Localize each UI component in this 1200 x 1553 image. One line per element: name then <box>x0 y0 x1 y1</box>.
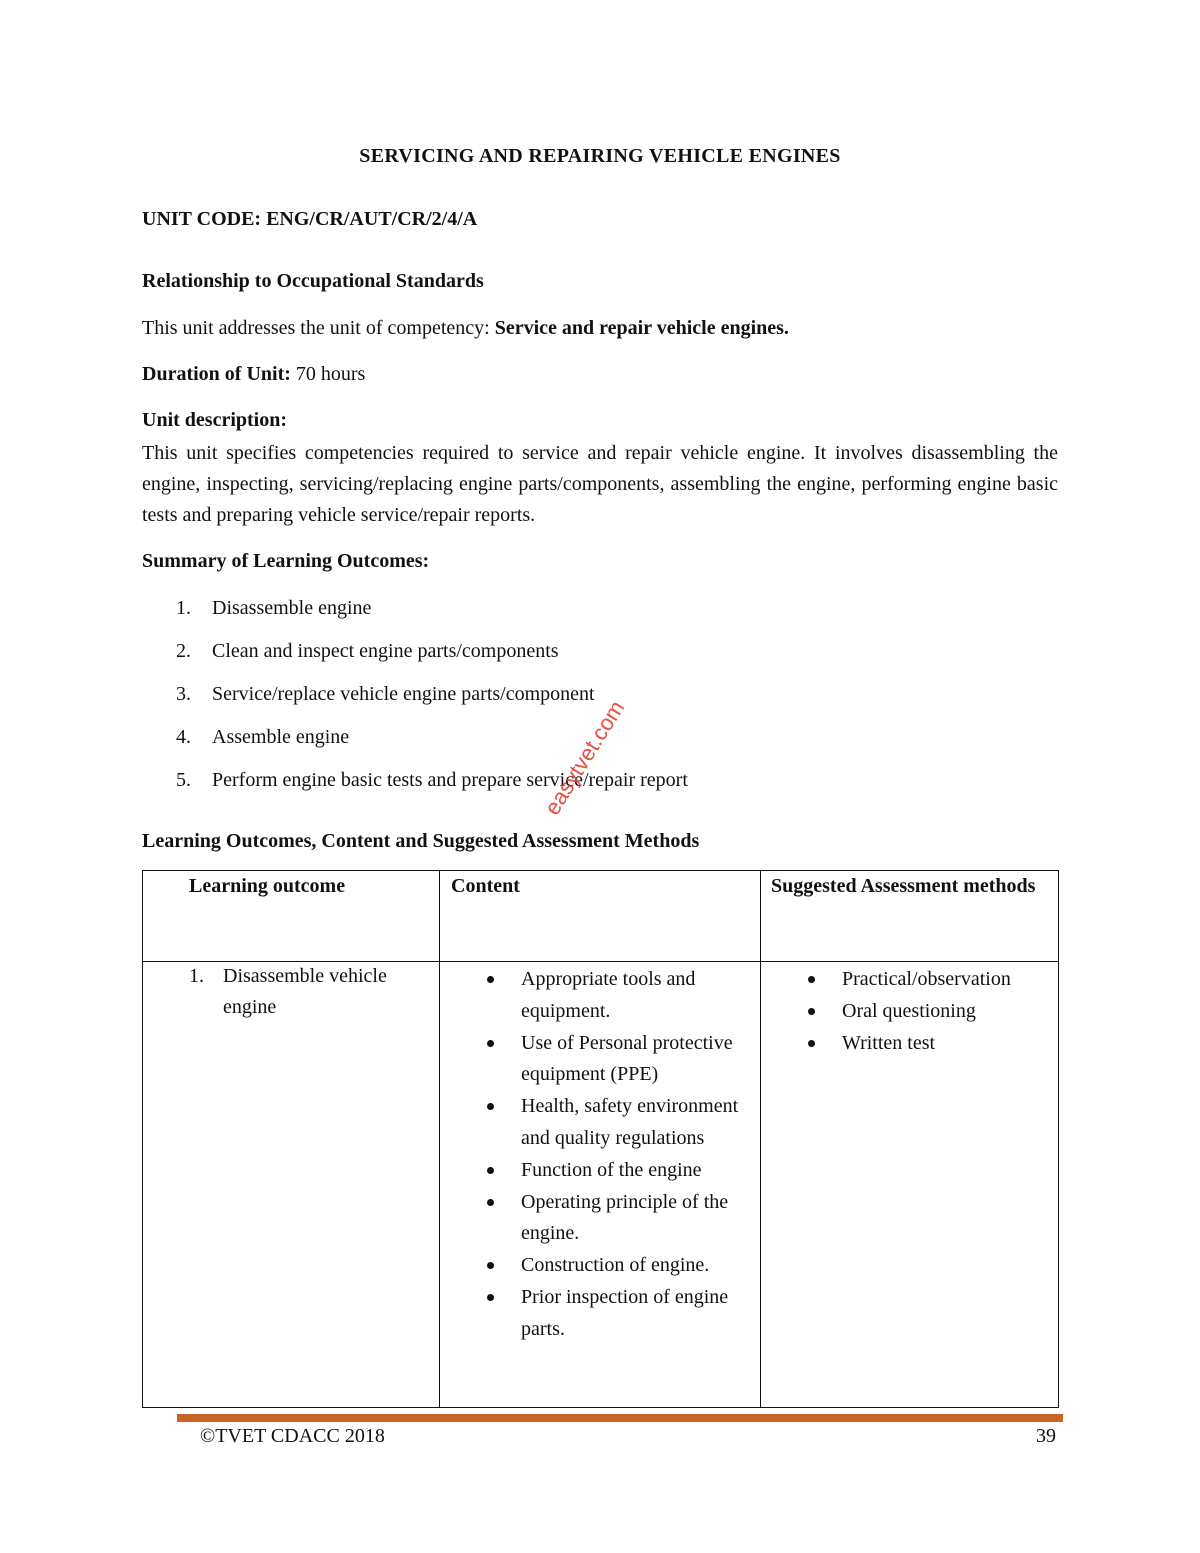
relationship-heading: Relationship to Occupational Standards <box>142 270 484 292</box>
bullet-icon <box>487 1167 494 1174</box>
list-item: Prior inspection of engine parts. <box>483 1282 763 1346</box>
header-content: Content <box>451 875 520 897</box>
description-heading: Unit description: <box>142 409 287 431</box>
list-item: Operating principle of the engine. <box>483 1187 763 1251</box>
unit-code: UNIT CODE: ENG/CR/AUT/CR/2/4/A <box>142 208 478 230</box>
list-item: Practical/observation <box>804 964 1054 996</box>
list-item: Use of Personal protective equipment (PPE) <box>483 1028 763 1092</box>
outcome-number: 1. <box>189 965 204 987</box>
duration-line <box>142 363 365 386</box>
description-text: This unit specifies competencies required to service and repair vehicle engine. It involves disassembling the engine, inspecting, servicing/replacing engine parts/components, assembling the engine, performing engine basic tests and preparing vehicle service/repair reports. <box>142 442 1058 526</box>
list-item: Written test <box>804 1028 1054 1060</box>
list-item: Health, safety environment and quality regulations <box>483 1091 763 1155</box>
list-item: 3. Service/replace vehicle engine parts/component <box>176 683 595 705</box>
list-item: Appropriate tools and equipment. <box>483 964 763 1028</box>
unit-title: SERVICING AND REPAIRING VEHICLE ENGINES <box>359 145 841 167</box>
competency-line <box>142 317 789 340</box>
bullet-icon <box>487 1040 494 1047</box>
competency-name: Service and repair vehicle engines. <box>494 317 789 339</box>
bullet-icon <box>808 1040 815 1047</box>
table-row-assessment <box>804 964 1054 1059</box>
assessment-list <box>804 964 1054 1059</box>
page-number: 39 <box>1036 1425 1056 1447</box>
list-item: Oral questioning <box>804 996 1054 1028</box>
summary-heading: Summary of Learning Outcomes: <box>142 550 430 572</box>
watermark: easytvet.com <box>539 696 630 820</box>
duration-value: 70 hours <box>290 363 366 385</box>
header-assessment: Suggested Assessment methods <box>771 875 1036 897</box>
table-heading: Learning Outcomes, Content and Suggested Assessment Methods <box>142 830 700 852</box>
duration-label: Duration of Unit: <box>142 363 291 385</box>
bullet-icon <box>487 1199 494 1206</box>
list-item: Construction of engine. <box>483 1250 763 1282</box>
bullet-icon <box>808 1008 815 1015</box>
header-learning-outcome: Learning outcome <box>189 875 346 897</box>
table-row-content <box>483 964 763 1346</box>
bullet-icon <box>487 1262 494 1269</box>
bullet-icon <box>808 976 815 983</box>
list-item: 1. Disassemble engine <box>176 597 372 619</box>
list-item: Function of the engine <box>483 1155 763 1187</box>
list-item: 4. Assemble engine <box>176 726 350 748</box>
bullet-icon <box>487 976 494 983</box>
bullet-icon <box>487 1294 494 1301</box>
outcome-text: Disassemble vehicle engine <box>223 965 387 1018</box>
list-item: 2. Clean and inspect engine parts/components <box>176 640 559 662</box>
footer-bar <box>177 1414 1063 1422</box>
footer-copyright: ©TVET CDACC 2018 <box>200 1425 385 1447</box>
content-list <box>483 964 763 1346</box>
competency-text: This unit addresses the unit of competency: <box>142 317 495 339</box>
list-item: 5. Perform engine basic tests and prepare service/repair report <box>176 769 688 791</box>
bullet-icon <box>487 1103 494 1110</box>
column-divider <box>439 871 440 1407</box>
outcomes-table <box>142 870 1059 1408</box>
